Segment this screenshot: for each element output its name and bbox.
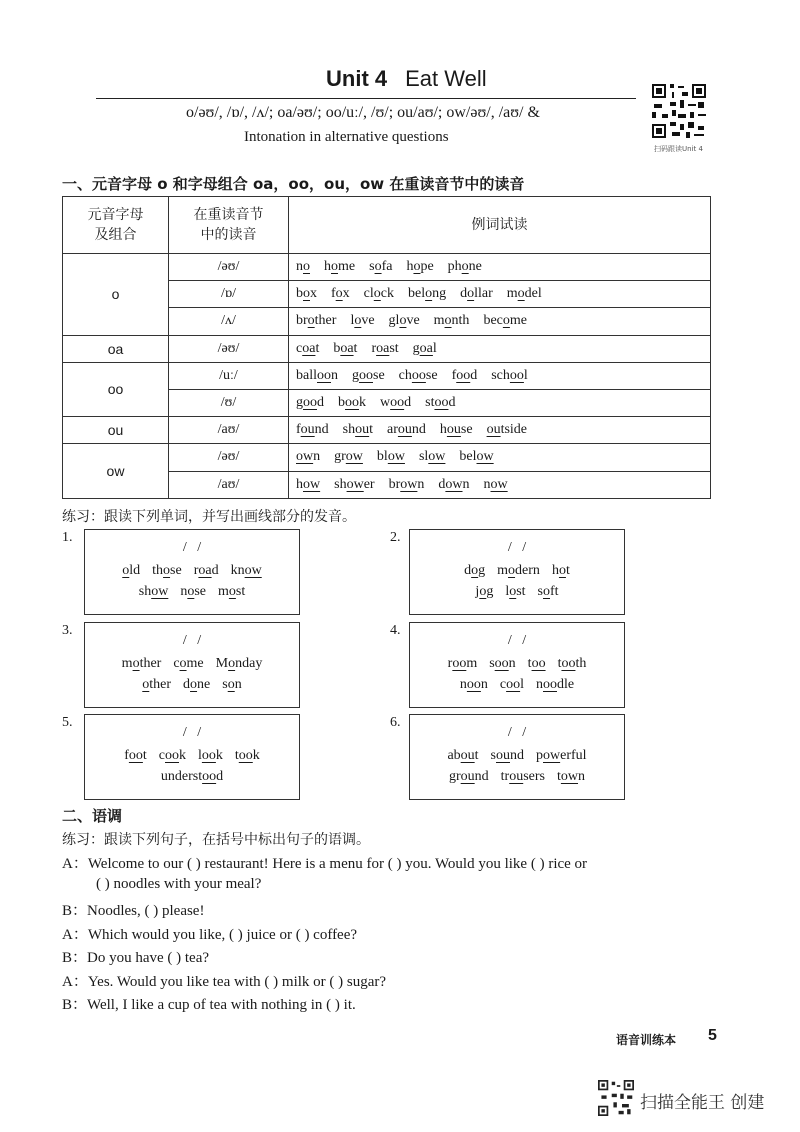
practice-2-instruction: 练习：跟读下列句子，在括号中标出句子的语调。	[62, 832, 370, 848]
exercise-word: cool	[499, 677, 524, 692]
table-row	[63, 254, 711, 281]
unit-number: Unit 4	[326, 66, 388, 91]
example-word: wood	[380, 395, 412, 411]
exercise-word: foot	[124, 748, 147, 763]
exercise-number: 6.	[390, 715, 401, 730]
underlined-letters: ow	[244, 563, 262, 578]
exercise-word: nose	[180, 584, 206, 599]
title-underline	[96, 98, 636, 99]
underlined-letters: o	[163, 563, 171, 578]
underlined-letters: o	[142, 677, 150, 692]
example-word: belong	[408, 286, 447, 302]
exercise-word: look	[198, 748, 223, 763]
example-word: roast	[371, 340, 399, 356]
examples-cell	[289, 335, 711, 362]
word-line	[85, 654, 299, 674]
exercise-word: know	[230, 563, 262, 578]
underlined-letters: oo	[434, 395, 449, 411]
page-number: 5	[708, 1027, 717, 1044]
underlined-letters: o	[461, 259, 469, 275]
underlined-letters: o	[479, 584, 487, 599]
practice-1-instruction: 练习：跟读下列单词，并写出画线部分的发音。	[62, 509, 356, 525]
underlined-letters: ow	[428, 449, 446, 465]
exercise-word: Monday	[215, 656, 263, 671]
example-word: brother	[296, 313, 337, 329]
exercise-word: those	[152, 563, 182, 578]
underlined-letters: ou	[300, 422, 315, 438]
answer-slot[interactable]: / /	[182, 633, 202, 648]
underlined-letters: ow	[560, 769, 579, 784]
underlined-letters: o	[303, 259, 310, 275]
examples-cell	[289, 281, 711, 308]
dialogue-line: B：Do you have ( ) tea?	[62, 950, 210, 966]
exercise-word: modern	[497, 563, 540, 578]
letter-cell: ow	[63, 444, 169, 498]
examples-cell	[289, 471, 711, 498]
example-word: shout	[342, 422, 374, 438]
exercise-box	[409, 622, 625, 708]
answer-slot[interactable]: / /	[507, 540, 527, 555]
example-word: fox	[331, 286, 350, 302]
underlined-letters: oo	[165, 748, 179, 763]
example-word: dollar	[460, 286, 493, 302]
header-examples-text: 例词试读	[471, 217, 528, 233]
underlined-letters: oo	[345, 395, 359, 411]
example-word: love	[350, 313, 375, 329]
underlined-letters: oo	[201, 748, 216, 763]
exercise-word: come	[173, 656, 204, 671]
underlined-letters: o	[444, 313, 452, 329]
example-word: goal	[412, 340, 437, 356]
vowel-table	[62, 196, 711, 499]
exercise-word: old	[122, 563, 141, 578]
watermark-text: 扫描全能王 创建	[640, 1093, 765, 1113]
example-word: outside	[486, 422, 528, 438]
unit-name: Eat Well	[405, 66, 487, 91]
sound-cell: /ʊ/	[169, 389, 289, 416]
underlined-letters: ou	[496, 748, 510, 763]
exercise-word: ground	[448, 769, 489, 784]
exercise-word: done	[183, 677, 211, 692]
examples-cell	[289, 444, 711, 471]
word-line	[85, 746, 299, 766]
exercise-word: road	[193, 563, 219, 578]
underlined-letters: oo	[452, 656, 467, 671]
exercise-box	[84, 714, 300, 800]
example-word: grow	[334, 449, 363, 465]
underlined-letters: oo	[202, 769, 217, 784]
exercise-word: dog	[464, 563, 486, 578]
underlined-letters: o	[558, 563, 566, 578]
example-word: clock	[363, 286, 394, 302]
header-examples	[289, 197, 711, 254]
section-1-title: 一、元音字母 o 和字母组合 oa，oo，ou，ow 在重读音节中的读音	[62, 175, 525, 193]
exercise-box	[84, 622, 300, 708]
example-word: found	[296, 422, 329, 438]
exercise-number: 3.	[62, 623, 73, 638]
underlined-letters: oo	[543, 677, 557, 692]
underlined-letters: o	[122, 563, 130, 578]
underlined-letters: o	[425, 286, 433, 302]
example-word: brown	[388, 476, 425, 492]
exercise-word: cook	[158, 748, 186, 763]
word-line	[85, 581, 299, 603]
examples-cell	[289, 362, 711, 389]
exercise-number: 4.	[390, 623, 401, 638]
example-word: book	[338, 395, 366, 411]
underlined-letters: ow	[151, 584, 169, 599]
underlined-letters: o	[543, 584, 550, 599]
dialogue-line: A：Welcome to our ( ) restaurant! Here is a menu for ( ) you. Would you like ( ) rice or	[62, 856, 588, 872]
underlined-letters: o	[502, 313, 510, 329]
sound-cell: /uː/	[169, 362, 289, 389]
exercise-word: too	[527, 656, 546, 671]
example-word: school	[491, 367, 528, 383]
example-word: now	[483, 476, 508, 492]
underlined-letters: ou	[509, 769, 524, 784]
example-word: stood	[425, 395, 456, 411]
underlined-letters: oa	[302, 340, 316, 356]
underlined-letters: ow	[476, 449, 494, 465]
underlined-letters: o	[179, 656, 187, 671]
word-line	[85, 766, 299, 788]
underlined-letters: oo	[466, 677, 481, 692]
examples-cell	[289, 254, 711, 281]
word-line	[410, 746, 624, 766]
exercise-box	[84, 529, 300, 615]
underlined-letters: oo	[531, 656, 546, 671]
underlined-letters: o	[467, 286, 475, 302]
exercise-word: jog	[475, 584, 494, 599]
exercise-box	[409, 714, 625, 800]
exercise-word: noodle	[536, 677, 575, 692]
underlined-letters: ou	[486, 422, 501, 438]
example-word: below	[459, 449, 494, 465]
exercise-number: 1.	[62, 530, 73, 545]
example-word: down	[438, 476, 470, 492]
table-row	[63, 335, 711, 362]
table-row	[63, 444, 711, 471]
sound-cell: /əʊ/	[169, 335, 289, 362]
letter-cell: o	[63, 254, 169, 336]
underlined-letters: oa	[419, 340, 433, 356]
example-word: glove	[388, 313, 420, 329]
word-line	[410, 674, 624, 696]
word-line	[410, 654, 624, 674]
sound-cell: /ɒ/	[169, 281, 289, 308]
exercise-word: took	[234, 748, 260, 763]
word-line	[85, 561, 299, 581]
example-word: shower	[334, 476, 375, 492]
exercise-word: understood	[160, 769, 224, 784]
underlined-letters: ow	[400, 476, 418, 492]
underlined-letters: o	[413, 259, 421, 275]
underlined-letters: o	[303, 286, 310, 302]
example-word: coat	[296, 340, 320, 356]
exercise-word: tooth	[557, 656, 587, 671]
qr-caption: 扫码跟读Unit 4	[654, 145, 703, 153]
exercise-word: son	[222, 677, 242, 692]
underlined-letters: ou	[460, 769, 475, 784]
underlined-letters: oo	[359, 367, 373, 383]
underlined-letters: ow	[303, 476, 321, 492]
exercise-word: sound	[490, 748, 524, 763]
exercise-word: show	[138, 584, 169, 599]
example-word: sofa	[369, 259, 393, 275]
underlined-letters: oo	[303, 395, 317, 411]
underlined-letters: ou	[460, 748, 475, 763]
letter-cell: oa	[63, 335, 169, 362]
underlined-letters: o	[132, 656, 140, 671]
underlined-letters: oo	[561, 656, 576, 671]
exercise-word: most	[218, 584, 246, 599]
underlined-letters: oa	[340, 340, 354, 356]
word-line	[410, 766, 624, 788]
qr-code-icon[interactable]	[650, 80, 708, 142]
unit-title	[326, 66, 487, 92]
underlined-letters: o	[228, 584, 236, 599]
answer-slot[interactable]: / /	[507, 725, 527, 740]
book-label: 语音训练本	[616, 1033, 677, 1047]
answer-slot[interactable]: / /	[182, 540, 202, 555]
underlined-letters: oo	[238, 748, 253, 763]
exercise-word: noon	[459, 677, 488, 692]
header-letters-text: 元音字母 及组合	[87, 207, 144, 243]
example-word: good	[296, 395, 324, 411]
underlined-letters: oo	[317, 367, 331, 383]
sound-cell: /aʊ/	[169, 417, 289, 444]
underlined-letters: o	[517, 286, 525, 302]
example-word: slow	[418, 449, 446, 465]
header-letters	[63, 197, 169, 254]
exercise-word: soft	[537, 584, 559, 599]
example-word: blow	[376, 449, 405, 465]
underlined-letters: ow	[490, 476, 508, 492]
exercise-number: 5.	[62, 715, 73, 730]
underlined-letters: ow	[346, 476, 364, 492]
sound-cell: /ʌ/	[169, 308, 289, 335]
exercise-word: lost	[505, 584, 526, 599]
dialogue-line: A：Yes. Would you like tea with ( ) milk or ( ) sugar?	[62, 974, 387, 990]
example-word: model	[506, 286, 542, 302]
example-word: balloon	[296, 367, 338, 383]
examples-cell	[289, 389, 711, 416]
underlined-letters: oo	[494, 656, 509, 671]
underlined-letters: o	[374, 259, 382, 275]
exercise-word: trousers	[500, 769, 545, 784]
underlined-letters: ow	[345, 449, 363, 465]
intonation-topic: Intonation in alternative questions	[244, 129, 449, 145]
sound-cell: /əʊ/	[169, 444, 289, 471]
exercise-box	[409, 529, 625, 615]
example-word: own	[296, 449, 321, 465]
underlined-letters: o	[373, 286, 381, 302]
example-word: hope	[406, 259, 434, 275]
word-line	[410, 581, 624, 603]
examples-cell	[289, 308, 711, 335]
word-line	[410, 561, 624, 581]
underlined-letters: oo	[509, 367, 524, 383]
exercise-word: hot	[551, 563, 570, 578]
underlined-letters: o	[335, 286, 343, 302]
header-sound-text: 在重读音节 中的读音	[193, 207, 264, 243]
dialogue-line: B：Noodles, ( ) please!	[62, 903, 205, 919]
sound-cell: /aʊ/	[169, 471, 289, 498]
dialogue-line: B：Well, I like a cup of tea with nothing in ( ) it.	[62, 997, 356, 1013]
answer-slot[interactable]: / /	[182, 725, 202, 740]
example-word: become	[483, 313, 527, 329]
phonetics-summary: o/əʊ/, /ɒ/, /ʌ/; oa/əʊ/; oo/uː/, /ʊ/; ou/aʊ/; ow/əʊ/, /aʊ/ &	[186, 104, 540, 121]
exercise-word: mother	[121, 656, 162, 671]
exercise-word: powerful	[536, 748, 587, 763]
watermark-qr-icon	[598, 1080, 634, 1116]
underlined-letters: o	[187, 584, 195, 599]
table-row	[63, 362, 711, 389]
underlined-letters: oa	[376, 340, 390, 356]
example-word: no	[296, 259, 310, 275]
underlined-letters: oo	[411, 367, 426, 383]
section-2-title: 二、语调	[62, 807, 123, 825]
example-word: around	[387, 422, 426, 438]
underlined-letters: o	[471, 563, 479, 578]
underlined-letters: ow	[543, 748, 561, 763]
sound-cell: /əʊ/	[169, 254, 289, 281]
underlined-letters: ow	[387, 449, 405, 465]
underlined-letters: ow	[296, 449, 314, 465]
letter-cell: ou	[63, 417, 169, 444]
exercise-word: town	[557, 769, 586, 784]
example-word: boat	[333, 340, 358, 356]
vowel-table-body	[63, 254, 711, 499]
underlined-letters: oo	[128, 748, 143, 763]
word-line	[85, 674, 299, 696]
underlined-letters: o	[508, 563, 516, 578]
table-row	[63, 417, 711, 444]
example-word: month	[433, 313, 470, 329]
exercise-word: room	[447, 656, 478, 671]
example-word: choose	[398, 367, 438, 383]
underlined-letters: o	[399, 313, 407, 329]
underlined-letters: o	[307, 313, 315, 329]
example-word: house	[439, 422, 473, 438]
underlined-letters: o	[354, 313, 362, 329]
underlined-letters: ou	[446, 422, 461, 438]
underlined-letters: o	[331, 259, 338, 275]
example-word: food	[451, 367, 478, 383]
underlined-letters: oo	[456, 367, 471, 383]
example-word: how	[296, 476, 321, 492]
dialogue-line: A：Which would you like, ( ) juice or ( ) coffee?	[62, 927, 358, 943]
example-word: phone	[447, 259, 482, 275]
underlined-letters: o	[190, 677, 198, 692]
underlined-letters: oo	[506, 677, 521, 692]
example-word: box	[296, 286, 317, 302]
underlined-letters: oo	[390, 395, 405, 411]
exercise-word: soon	[489, 656, 516, 671]
exercise-word: about	[447, 748, 479, 763]
answer-slot[interactable]: / /	[507, 633, 527, 648]
exercise-number: 2.	[390, 530, 401, 545]
example-word: goose	[352, 367, 385, 383]
examples-cell	[289, 417, 711, 444]
underlined-letters: o	[509, 584, 517, 599]
underlined-letters: oa	[198, 563, 212, 578]
header-sound	[169, 197, 289, 254]
underlined-letters: ou	[355, 422, 370, 438]
underlined-letters: ou	[397, 422, 412, 438]
underlined-letters: ow	[445, 476, 463, 492]
exercise-word: other	[142, 677, 172, 692]
underlined-letters: o	[227, 677, 235, 692]
dialogue-line: ( ) noodles with your meal?	[96, 876, 262, 892]
underlined-letters: o	[228, 656, 236, 671]
letter-cell: oo	[63, 362, 169, 416]
example-word: home	[324, 259, 356, 275]
